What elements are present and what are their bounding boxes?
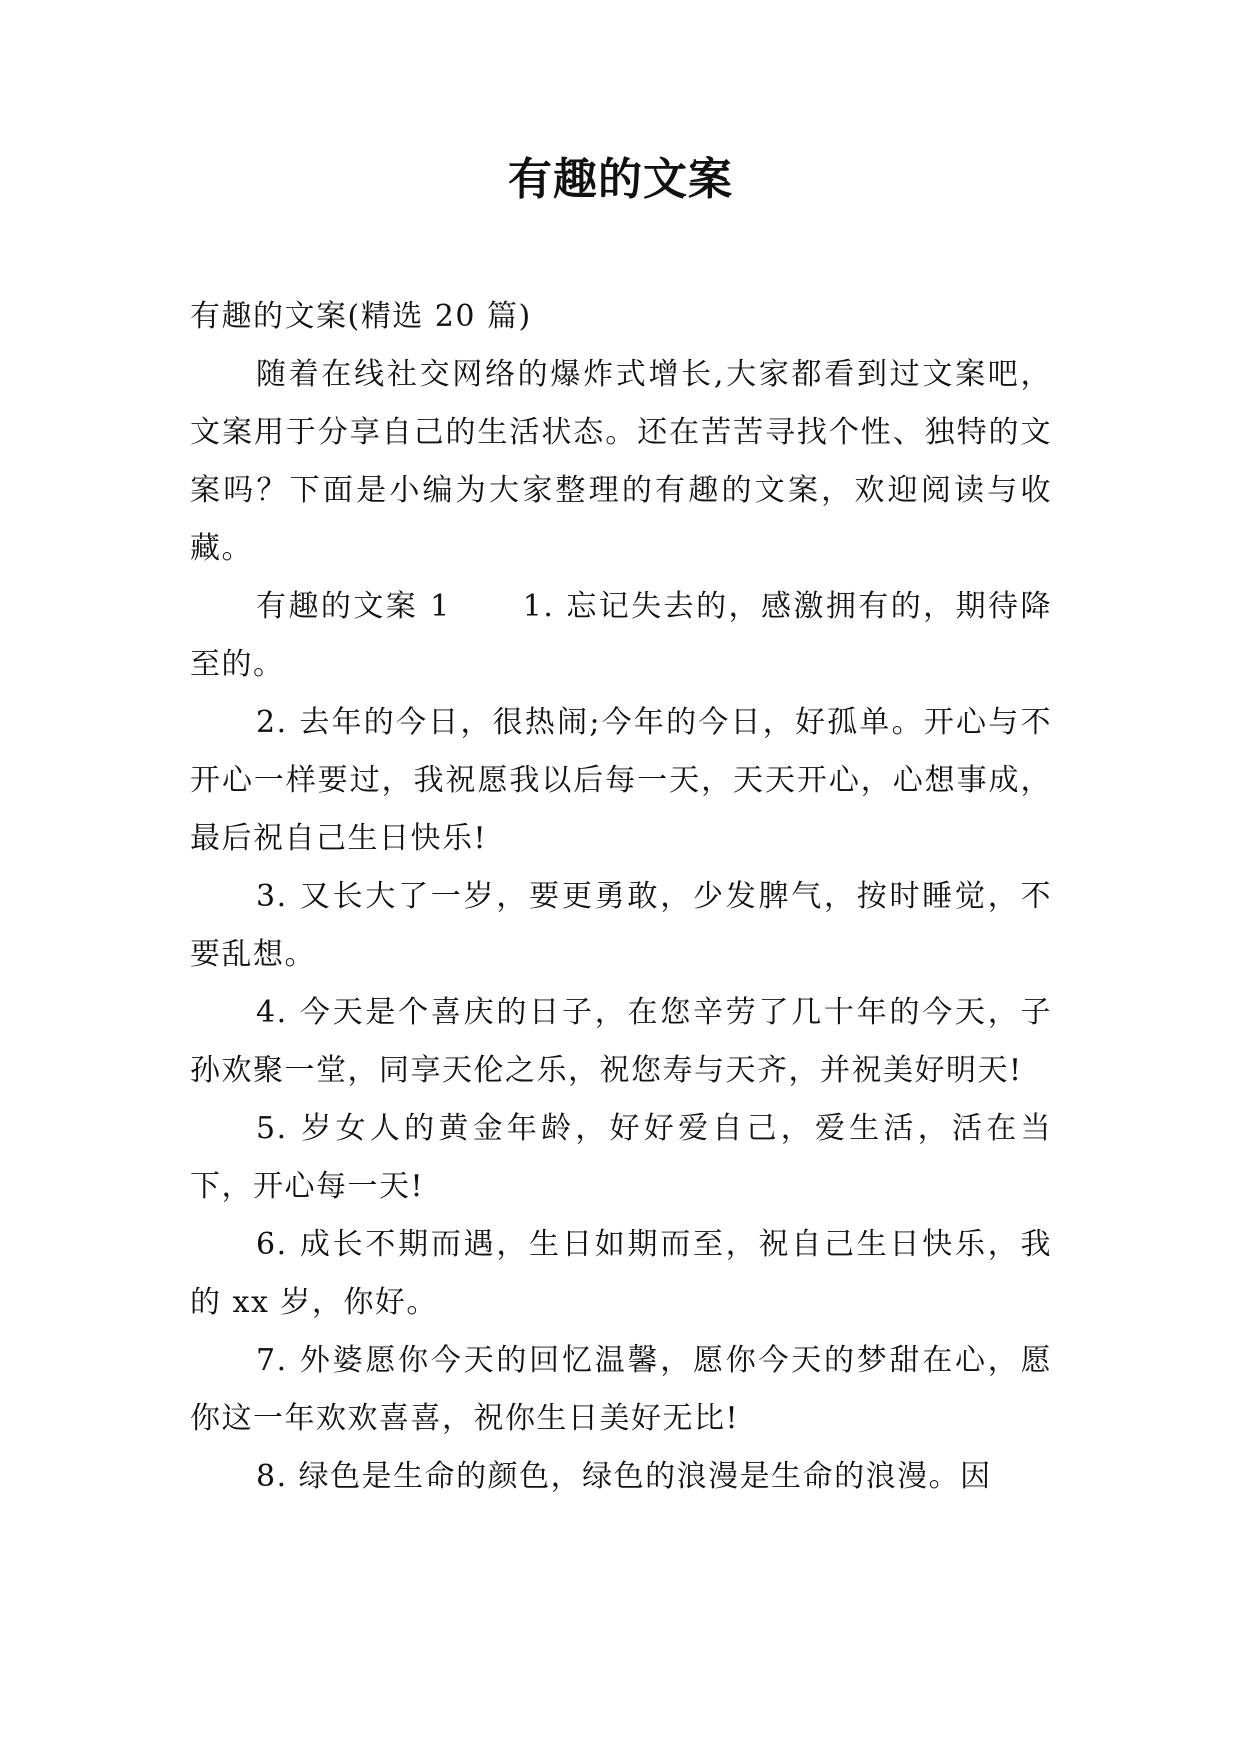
document-body bbox=[190, 288, 1052, 1506]
list-item-8: 8. 绿色是生命的颜色，绿色的浪漫是生命的浪漫。因 bbox=[256, 1459, 992, 1494]
list-item-2: 2. 去年的今日，很热闹;今年的今日，好孤单。开心与不开心一样要过，我祝愿我以后每一天，天天开心，心想事成，最后祝自己生日快乐! bbox=[190, 705, 1052, 856]
list-item-3: 3. 又长大了一岁，要更勇敢，少发脾气，按时睡觉，不要乱想。 bbox=[190, 879, 1052, 972]
list-item-4: 4. 今天是个喜庆的日子，在您辛劳了几十年的今天，子孙欢聚一堂，同享天伦之乐，祝您寿与天齐，并祝美好明天! bbox=[190, 995, 1052, 1088]
list-item-6: 6. 成长不期而遇，生日如期而至，祝自己生日快乐，我的 xx 岁，你好。 bbox=[190, 1227, 1052, 1320]
list-item-7: 7. 外婆愿你今天的回忆温馨，愿你今天的梦甜在心，愿你这一年欢欢喜喜，祝你生日美好无比! bbox=[190, 1343, 1052, 1436]
section-first-line bbox=[190, 578, 1052, 694]
list-item-5: 5. 岁女人的黄金年龄，好好爱自己，爱生活，活在当下，开心每一天! bbox=[190, 1111, 1052, 1204]
intro-paragraph: 随着在线社交网络的爆炸式增长,大家都看到过文案吧，文案用于分享自己的生活状态。还在苦苦寻找个性、独特的文案吗？下面是小编为大家整理的有趣的文案，欢迎阅读与收藏。 bbox=[190, 357, 1052, 566]
list-item-1: 1. 忘记失去的，感激拥有的，期待降至的。 bbox=[190, 589, 1052, 682]
document-subtitle: 有趣的文案(精选 20 篇) bbox=[190, 299, 532, 334]
section-heading: 有趣的文案 1 bbox=[256, 589, 451, 624]
page-title: 有趣的文案 bbox=[508, 154, 733, 205]
